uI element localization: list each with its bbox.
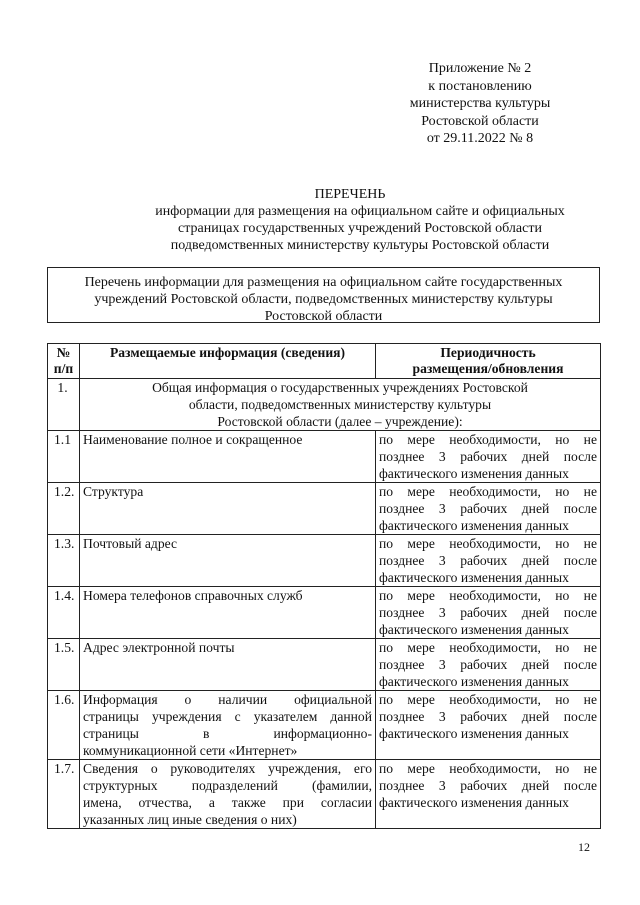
page-number: 12 (578, 840, 590, 854)
annex-header (395, 60, 565, 148)
periodicity-line: по мере необходимости, но не (379, 484, 597, 499)
periodicity-line: фактического изменения данных (379, 622, 569, 637)
table-row (48, 431, 601, 483)
header-info: Размещаемые информация (сведения) (80, 344, 376, 379)
periodicity-line: фактического изменения данных (379, 570, 569, 585)
row-info (80, 691, 376, 760)
periodicity-line: по мере необходимости, но не (379, 588, 597, 603)
periodicity-line: фактического изменения данных (379, 674, 569, 689)
annex-line-5: от 29.11.2022 № 8 (426, 131, 534, 146)
row-number: 1.2. (48, 483, 80, 535)
periodicity-line: позднее 3 рабочих дней после (379, 501, 597, 516)
row-info (80, 431, 376, 483)
row-info (80, 760, 376, 829)
periodicity-line: по мере необходимости, но не (379, 692, 597, 707)
row-number: 1.7. (48, 760, 80, 829)
row-number: 1.3. (48, 535, 80, 587)
row-info-line: страницы учреждения с указателем данной (83, 709, 372, 724)
table-row (48, 691, 601, 760)
row-number: 1.6. (48, 691, 80, 760)
periodicity-line: фактического изменения данных (379, 726, 569, 741)
title-line-1: информации для размещения на официальном сайте и официальных (155, 204, 565, 219)
periodicity-line: по мере необходимости, но не (379, 432, 597, 447)
row-periodicity (376, 760, 601, 829)
row-info-line: Сведения о руководителях учреждения, его (83, 761, 372, 776)
table-row (48, 535, 601, 587)
section-title (80, 379, 601, 431)
row-info (80, 535, 376, 587)
document-title (80, 186, 620, 254)
table-header-row (48, 344, 601, 379)
row-info-line: Информация о наличии официальной (83, 692, 372, 707)
row-number: 1.5. (48, 639, 80, 691)
row-info-line: страницы в информационно- (83, 726, 372, 741)
section-row (48, 379, 601, 431)
caption-line-3: Ростовской области (264, 309, 383, 324)
annex-line-1: Приложение № 2 (428, 61, 532, 76)
periodicity-line: по мере необходимости, но не (379, 640, 597, 655)
header-num-line-2: п/п (53, 361, 74, 376)
row-info-line: Почтовый адрес (83, 536, 178, 551)
row-info-line: Наименование полное и сокращенное (83, 432, 303, 447)
header-num (48, 344, 80, 379)
periodicity-line: фактического изменения данных (379, 518, 569, 533)
row-periodicity (376, 691, 601, 760)
periodicity-line: позднее 3 рабочих дней после (379, 657, 597, 672)
row-periodicity (376, 431, 601, 483)
list-caption-box (47, 267, 600, 323)
row-info (80, 483, 376, 535)
row-periodicity (376, 483, 601, 535)
row-periodicity (376, 587, 601, 639)
annex-line-2: к постановлению (428, 78, 532, 94)
periodicity-line: позднее 3 рабочих дней после (379, 709, 597, 724)
table-row (48, 483, 601, 535)
periodicity-line: по мере необходимости, но не (379, 536, 597, 551)
caption-line-2: учреждений Ростовской области, подведомственных министерству культуры (94, 292, 553, 307)
periodicity-line: позднее 3 рабочих дней после (379, 553, 597, 568)
periodicity-line: позднее 3 рабочих дней после (379, 449, 597, 464)
row-periodicity (376, 535, 601, 587)
row-periodicity (376, 639, 601, 691)
row-info-line: Адрес электронной почты (83, 640, 235, 655)
row-number: 1.4. (48, 587, 80, 639)
header-period (376, 344, 601, 379)
title-line-2: страницах государственных учреждений Ростовской области (178, 221, 542, 236)
row-info (80, 587, 376, 639)
header-period-line-1: Периодичность (440, 345, 536, 360)
row-info-line: Структура (83, 484, 144, 499)
title-heading: ПЕРЕЧЕНЬ (314, 187, 386, 202)
row-info-line: структурных подразделений (фамилии, (83, 778, 372, 793)
periodicity-line: позднее 3 рабочих дней после (379, 605, 597, 620)
header-num-line-1: № (56, 345, 71, 360)
header-period-line-2: размещения/обновления (412, 361, 564, 376)
table-row (48, 587, 601, 639)
caption-line-1: Перечень информации для размещения на официальном сайте государственных (84, 275, 563, 290)
row-info-line: указанных лиц иные сведения о них) (83, 812, 297, 827)
table-row (48, 760, 601, 829)
row-info-line: коммуникационной сети «Интернет» (83, 743, 298, 758)
periodicity-line: фактического изменения данных (379, 795, 569, 810)
information-table (47, 343, 601, 829)
row-info (80, 639, 376, 691)
title-line-3: подведомственных министерству культуры Ростовской области (170, 238, 550, 253)
annex-line-3: министерства культуры (409, 96, 551, 111)
section-num: 1. (48, 379, 80, 431)
periodicity-line: фактического изменения данных (379, 466, 569, 481)
row-number: 1.1 (48, 431, 80, 483)
section-line-2: области, подведомственных министерству культуры (188, 397, 492, 412)
section-line-3: Ростовской области (далее – учреждение): (217, 414, 463, 429)
periodicity-line: по мере необходимости, но не (379, 761, 597, 776)
row-info-line: имена, отчества, а также при согласии (83, 795, 372, 810)
table-row (48, 639, 601, 691)
periodicity-line: позднее 3 рабочих дней после (379, 778, 597, 793)
section-line-1: Общая информация о государственных учреждениях Ростовской (152, 380, 528, 395)
row-info-line: Номера телефонов справочных служб (83, 588, 303, 603)
annex-line-4: Ростовской области (421, 113, 539, 129)
